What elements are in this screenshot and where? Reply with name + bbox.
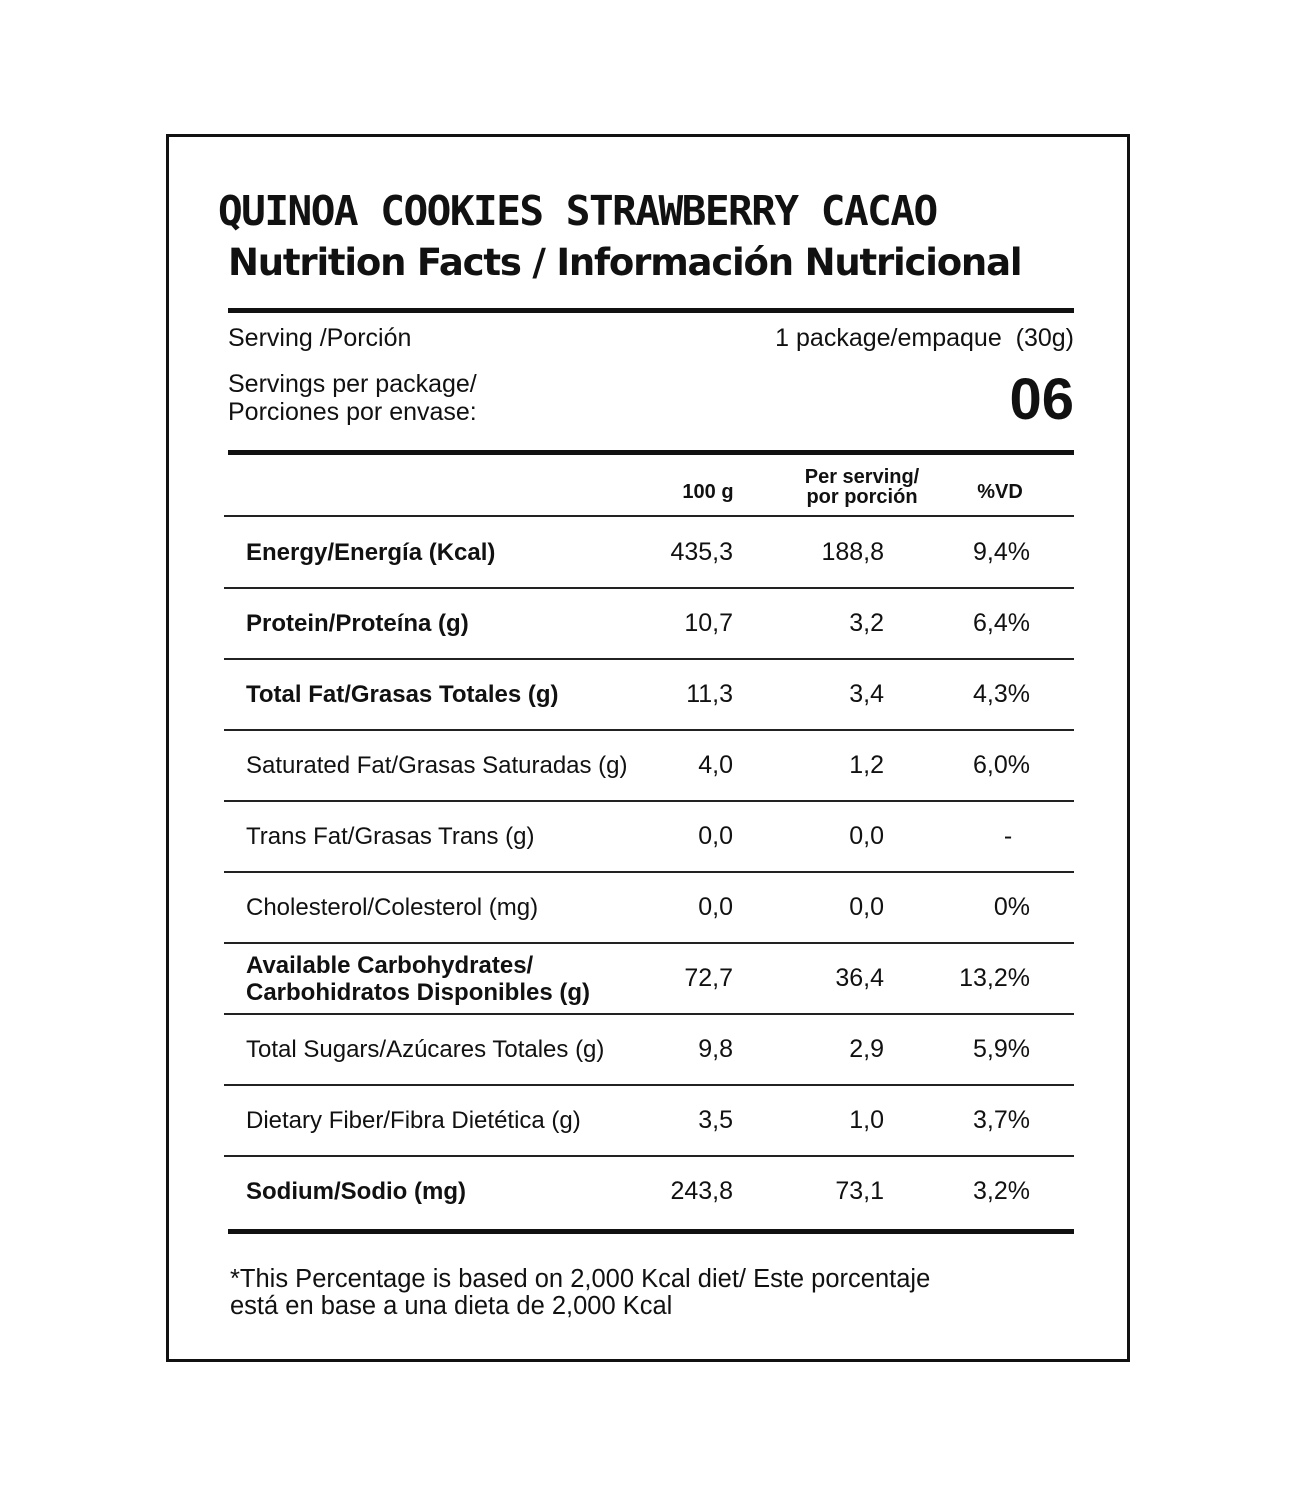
daily-value-percent: 13,2% — [959, 964, 1030, 992]
daily-value-percent: 4,3% — [973, 680, 1030, 708]
value-per-serving: 3,2 — [849, 609, 884, 637]
value-per-100g: 11,3 — [686, 680, 733, 708]
value-per-100g: 9,8 — [698, 1035, 733, 1063]
table-top-divider — [228, 450, 1074, 455]
serving-label: Serving /Porción — [228, 324, 412, 352]
value-per-100g: 435,3 — [670, 538, 733, 566]
table-row — [224, 801, 1074, 872]
value-per-100g: 3,5 — [698, 1106, 733, 1134]
table-row — [224, 1156, 1074, 1227]
column-header-100g: 100 g — [682, 481, 734, 503]
value-per-serving: 1,0 — [849, 1106, 884, 1134]
table-row — [224, 659, 1074, 730]
value-per-serving: 3,4 — [849, 680, 884, 708]
daily-value-percent: 5,9% — [973, 1035, 1030, 1063]
serving-size-value: 1 package/empaque (30g) — [775, 324, 1074, 352]
footnote: *This Percentage is based on 2,000 Kcal diet/ Este porcentaje está en base a una dieta de 2,000 Kcal — [230, 1265, 931, 1320]
table-row — [224, 517, 1074, 588]
nutrient-name: Protein/Proteína (g) — [246, 610, 469, 637]
nutrient-name: Total Fat/Grasas Totales (g) — [246, 681, 559, 708]
daily-value-percent: 3,2% — [973, 1177, 1030, 1205]
value-per-serving: 188,8 — [821, 538, 884, 566]
daily-value-percent: 0% — [993, 893, 1030, 921]
daily-value-percent: 6,4% — [973, 609, 1030, 637]
daily-value-percent: 6,0% — [973, 751, 1030, 779]
table-row — [224, 1014, 1074, 1085]
servings-per-package-label: Servings per package/ Porciones por envase: — [228, 370, 477, 426]
value-per-100g: 0,0 — [698, 822, 733, 850]
nutrient-name: Trans Fat/Grasas Trans (g) — [246, 823, 535, 850]
nutrient-name: Dietary Fiber/Fibra Dietética (g) — [246, 1107, 581, 1134]
value-per-serving: 1,2 — [849, 751, 884, 779]
table-row — [224, 943, 1074, 1014]
value-per-serving: 2,9 — [849, 1035, 884, 1063]
table-bottom-divider — [228, 1229, 1074, 1234]
value-per-serving: 36,4 — [835, 964, 884, 992]
column-header-daily-value: %VD — [977, 481, 1023, 503]
table-row — [224, 1085, 1074, 1156]
value-per-serving: 0,0 — [849, 893, 884, 921]
column-header-per-serving: Per serving/ por porción — [804, 466, 920, 508]
daily-value-percent: - — [1003, 822, 1013, 850]
nutrient-name: Total Sugars/Azúcares Totales (g) — [246, 1036, 605, 1063]
nutrient-name: Available Carbohydrates/ Carbohidratos Disponibles (g) — [246, 951, 591, 1006]
value-per-serving: 0,0 — [849, 822, 884, 850]
daily-value-percent: 3,7% — [973, 1106, 1030, 1134]
table-row — [224, 872, 1074, 943]
value-per-100g: 0,0 — [698, 893, 733, 921]
daily-value-percent: 9,4% — [973, 538, 1030, 566]
nutrient-name: Cholesterol/Colesterol (mg) — [246, 894, 539, 921]
value-per-100g: 4,0 — [698, 751, 733, 779]
value-per-100g: 243,8 — [670, 1177, 733, 1205]
value-per-100g: 72,7 — [684, 964, 733, 992]
table-row — [224, 730, 1074, 801]
servings-per-package-value: 06 — [1009, 367, 1074, 432]
product-title: QUINOA COOKIES STRAWBERRY CACAO — [218, 187, 937, 235]
top-divider — [228, 308, 1074, 313]
nutrition-facts-title: Nutrition Facts / Información Nutricional — [228, 241, 1022, 284]
nutrient-name: Sodium/Sodio (mg) — [246, 1178, 466, 1205]
value-per-100g: 10,7 — [684, 609, 733, 637]
nutrient-name: Energy/Energía (Kcal) — [246, 539, 496, 566]
value-per-serving: 73,1 — [835, 1177, 884, 1205]
nutrient-name: Saturated Fat/Grasas Saturadas (g) — [246, 752, 628, 779]
table-row — [224, 588, 1074, 659]
